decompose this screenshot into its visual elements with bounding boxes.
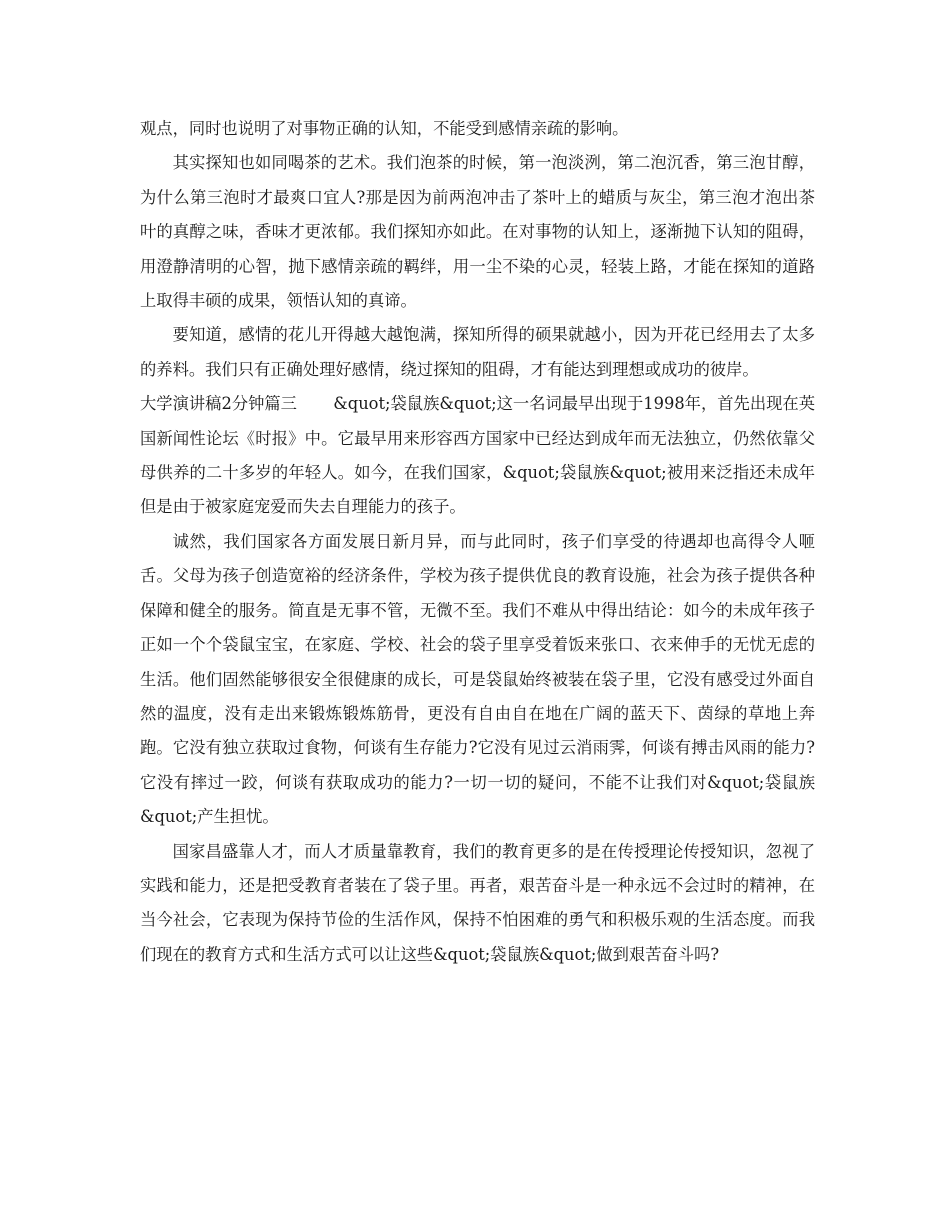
paragraph-5: 诚然，我们国家各方面发展日新月异，而与此同时，孩子们享受的待遇却也高得令人咂舌。父母为孩子创造宽裕的经济条件，学校为孩子提供优良的教育设施，社会为孩子提供各种保障和健全的服务。简直是无事不管，无微不至。我们不难从中得出结论：如今的未成年孩子正如一个个袋鼠宝宝，在家庭、学校、社会的袋子里享受着饭来张口、衣来伸手的无忧无虑的生活。他们固然能够很安全很健康的成长，可是袋鼠始终被装在袋子里，它没有感受过外面自然的温度，没有走出来锻炼锻炼筋骨，更没有自由自在地在广阔的蓝天下、茵绿的草地上奔跑。它没有独立获取过食物，何谈有生存能力?它没有见过云消雨霁，何谈有搏击风雨的能力?它没有摔过一跤，何谈有获取成功的能力?一切一切的疑问，不能不让我们对&quot;袋鼠族&quot;产生担忧。	[140, 531, 815, 827]
paragraph-6: 国家昌盛靠人才，而人才质量靠教育，我们的教育更多的是在传授理论传授知识，忽视了实践和能力，还是把受教育者装在了袋子里。再者，艰苦奋斗是一种永远不会过时的精神，在当今社会，它表现为保持节俭的生活作风，保持不怕困难的勇气和积极乐观的生活态度。而我们现在的教育方式和生活方式可以让这些&quot;袋鼠族&quot;做到艰苦奋斗吗?	[140, 841, 815, 964]
heading-gap	[297, 394, 333, 413]
document-page	[140, 112, 815, 972]
paragraph-3: 要知道，感情的花儿开得越大越饱满，探知所得的硕果就越小，因为开花已经用去了太多的养料。我们只有正确处理好感情，绕过探知的阻碍，才有能达到理想或成功的彼岸。	[140, 325, 815, 379]
paragraph-4-text: &quot;袋鼠族&quot;这一名词最早出现于1998年，首先出现在英国新闻性论坛《时报》中。它最早用来形容西方国家中已经达到成年而无法独立，仍然依靠父母供养的二十多岁的年轻人。如今，在我们国家，&quot;袋鼠族&quot;被用来泛指还未成年但是由于被家庭宠爱而失去自理能力的孩子。	[140, 394, 815, 517]
paragraph-2: 其实探知也如同喝茶的艺术。我们泡茶的时候，第一泡淡洌，第二泡沉香，第三泡甘醇，为什么第三泡时才最爽口宜人?那是因为前两泡冲击了茶叶上的蜡质与灰尘，第三泡才泡出茶叶的真醇之味，香味才更浓郁。我们探知亦如此。在对事物的认知上，逐渐抛下认知的阻碍，用澄静清明的心智，抛下感情亲疏的羁绊，用一尘不染的心灵，轻装上路，才能在探知的道路上取得丰硕的成果，领悟认知的真谛。	[140, 153, 815, 311]
paragraph-1: 观点，同时也说明了对事物正确的认知，不能受到感情亲疏的影响。	[140, 119, 629, 138]
paragraph-4	[140, 387, 815, 525]
section-heading: 大学演讲稿2分钟篇三	[140, 394, 297, 414]
